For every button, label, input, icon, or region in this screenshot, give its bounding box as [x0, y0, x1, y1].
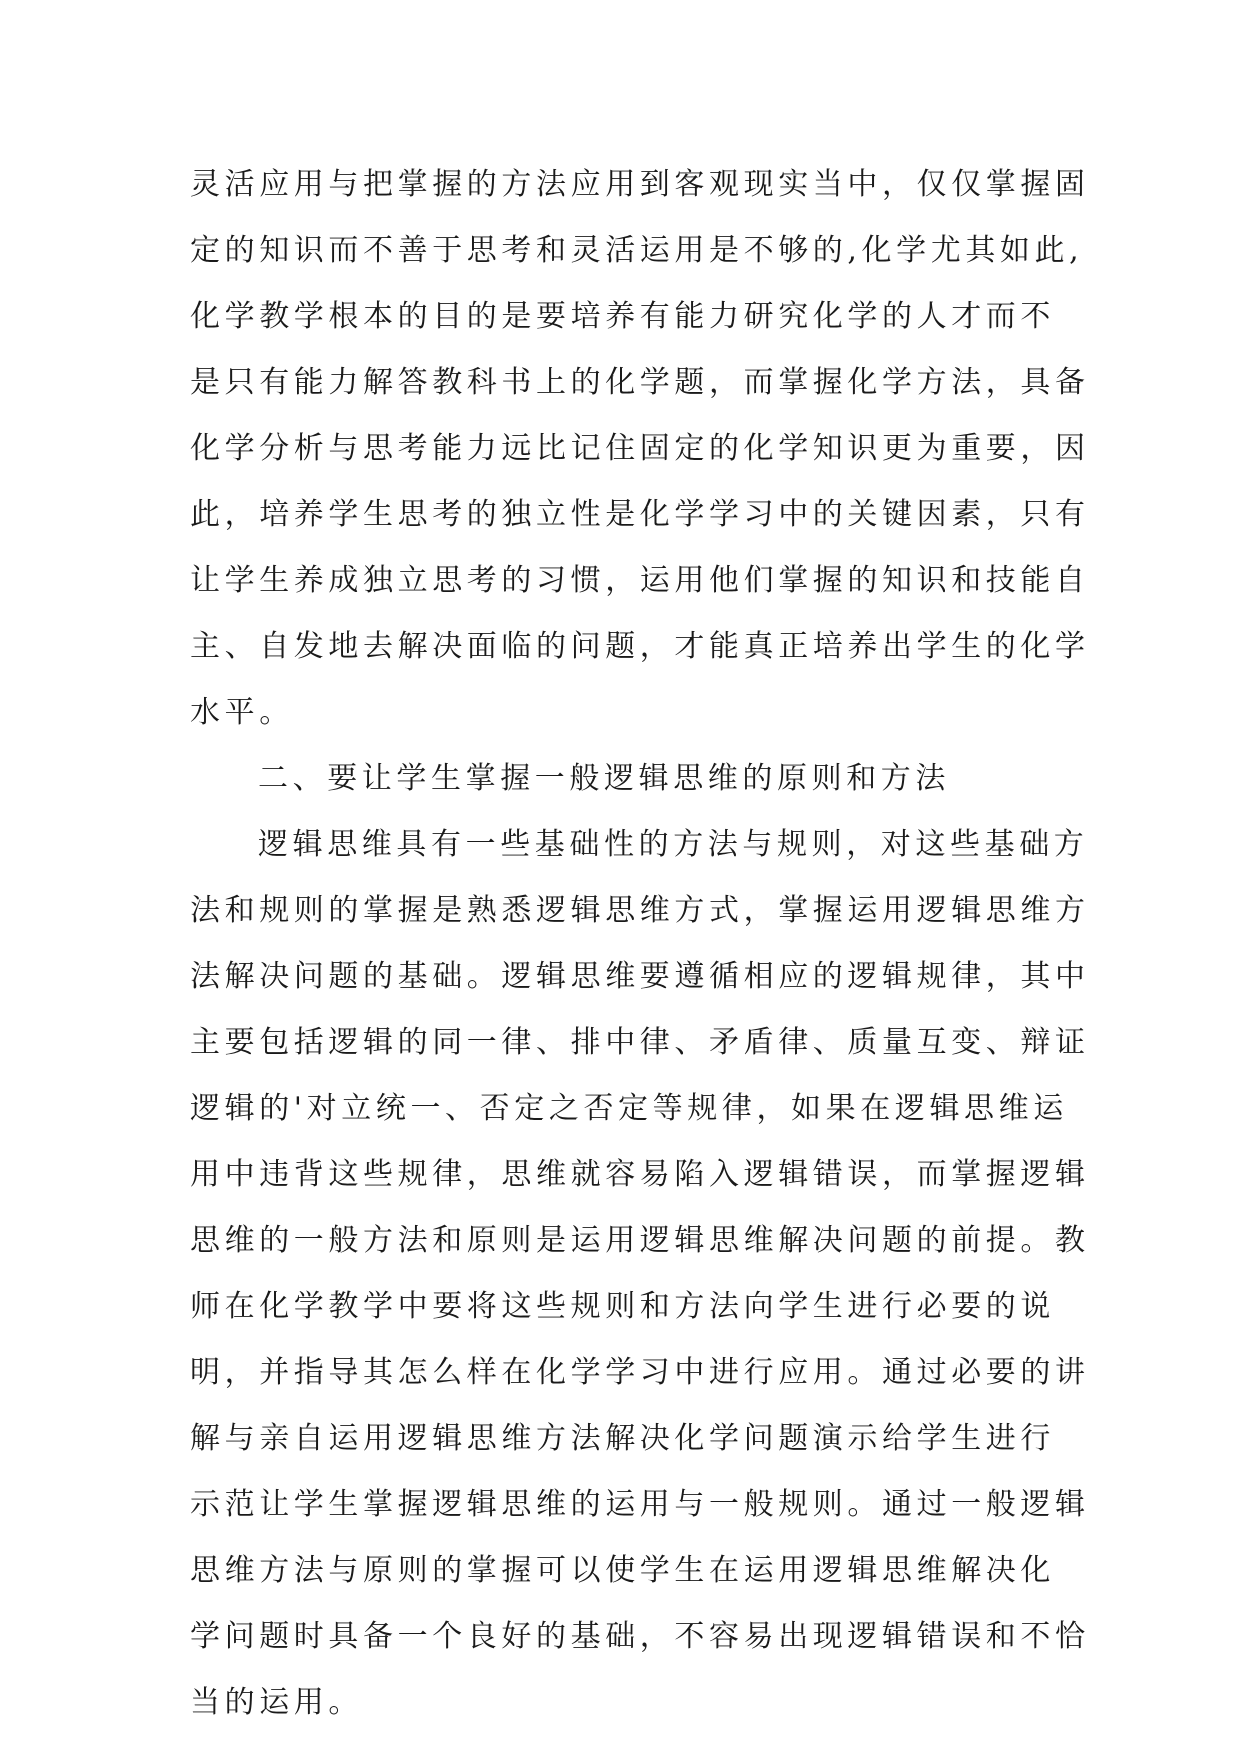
text-line: 是只有能力解答教科书上的化学题，而掌握化学方法，具备 — [190, 365, 1090, 400]
text-line: 当的运用。 — [190, 1685, 363, 1720]
text-line: 用中违背这些规律，思维就容易陷入逻辑错误，而掌握逻辑 — [190, 1157, 1090, 1192]
text-line: 主、自发地去解决面临的问题，才能真正培养出学生的化学 — [190, 629, 1090, 664]
text-line: 学问题时具备一个良好的基础，不容易出现逻辑错误和不恰 — [190, 1619, 1090, 1654]
text-line: 定的知识而不善于思考和灵活运用是不够的,化学尤其如此, — [190, 233, 1084, 268]
text-line: 灵活应用与把掌握的方法应用到客观现实当中，仅仅掌握固 — [190, 167, 1090, 202]
text-line: 主要包括逻辑的同一律、排中律、矛盾律、质量互变、辩证 — [190, 1025, 1090, 1060]
text-line: 化学教学根本的目的是要培养有能力研究化学的人才而不 — [190, 299, 1055, 334]
text-line: 师在化学教学中要将这些规则和方法向学生进行必要的说 — [190, 1289, 1055, 1324]
paragraph-logic-rules — [190, 812, 1090, 1736]
text-line: 此，培养学生思考的独立性是化学学习中的关键因素，只有 — [190, 497, 1090, 532]
text-line: 逻辑思维具有一些基础性的方法与规则，对这些基础方 — [258, 827, 1089, 862]
section-heading: 二、要让学生掌握一般逻辑思维的原则和方法 — [258, 761, 950, 796]
text-line: 逻辑的'对立统一、否定之否定等规律，如果在逻辑思维运 — [190, 1091, 1068, 1126]
text-line: 法和规则的掌握是熟悉逻辑思维方式，掌握运用逻辑思维方 — [190, 893, 1090, 928]
text-line: 让学生养成独立思考的习惯，运用他们掌握的知识和技能自 — [190, 563, 1090, 598]
text-line: 明，并指导其怎么样在化学学习中进行应用。通过必要的讲 — [190, 1355, 1090, 1390]
text-line: 思维方法与原则的掌握可以使学生在运用逻辑思维解决化 — [190, 1553, 1055, 1588]
text-line: 法解决问题的基础。逻辑思维要遵循相应的逻辑规律，其中 — [190, 959, 1090, 994]
text-line: 化学分析与思考能力远比记住固定的化学知识更为重要，因 — [190, 431, 1090, 466]
text-line: 示范让学生掌握逻辑思维的运用与一般规则。通过一般逻辑 — [190, 1487, 1090, 1522]
text-line: 思维的一般方法和原则是运用逻辑思维解决问题的前提。教 — [190, 1223, 1090, 1258]
paragraph-continuation — [190, 152, 1090, 746]
text-line: 解与亲自运用逻辑思维方法解决化学问题演示给学生进行 — [190, 1421, 1055, 1456]
document-body — [190, 152, 1090, 1736]
text-line: 水平。 — [190, 695, 294, 730]
